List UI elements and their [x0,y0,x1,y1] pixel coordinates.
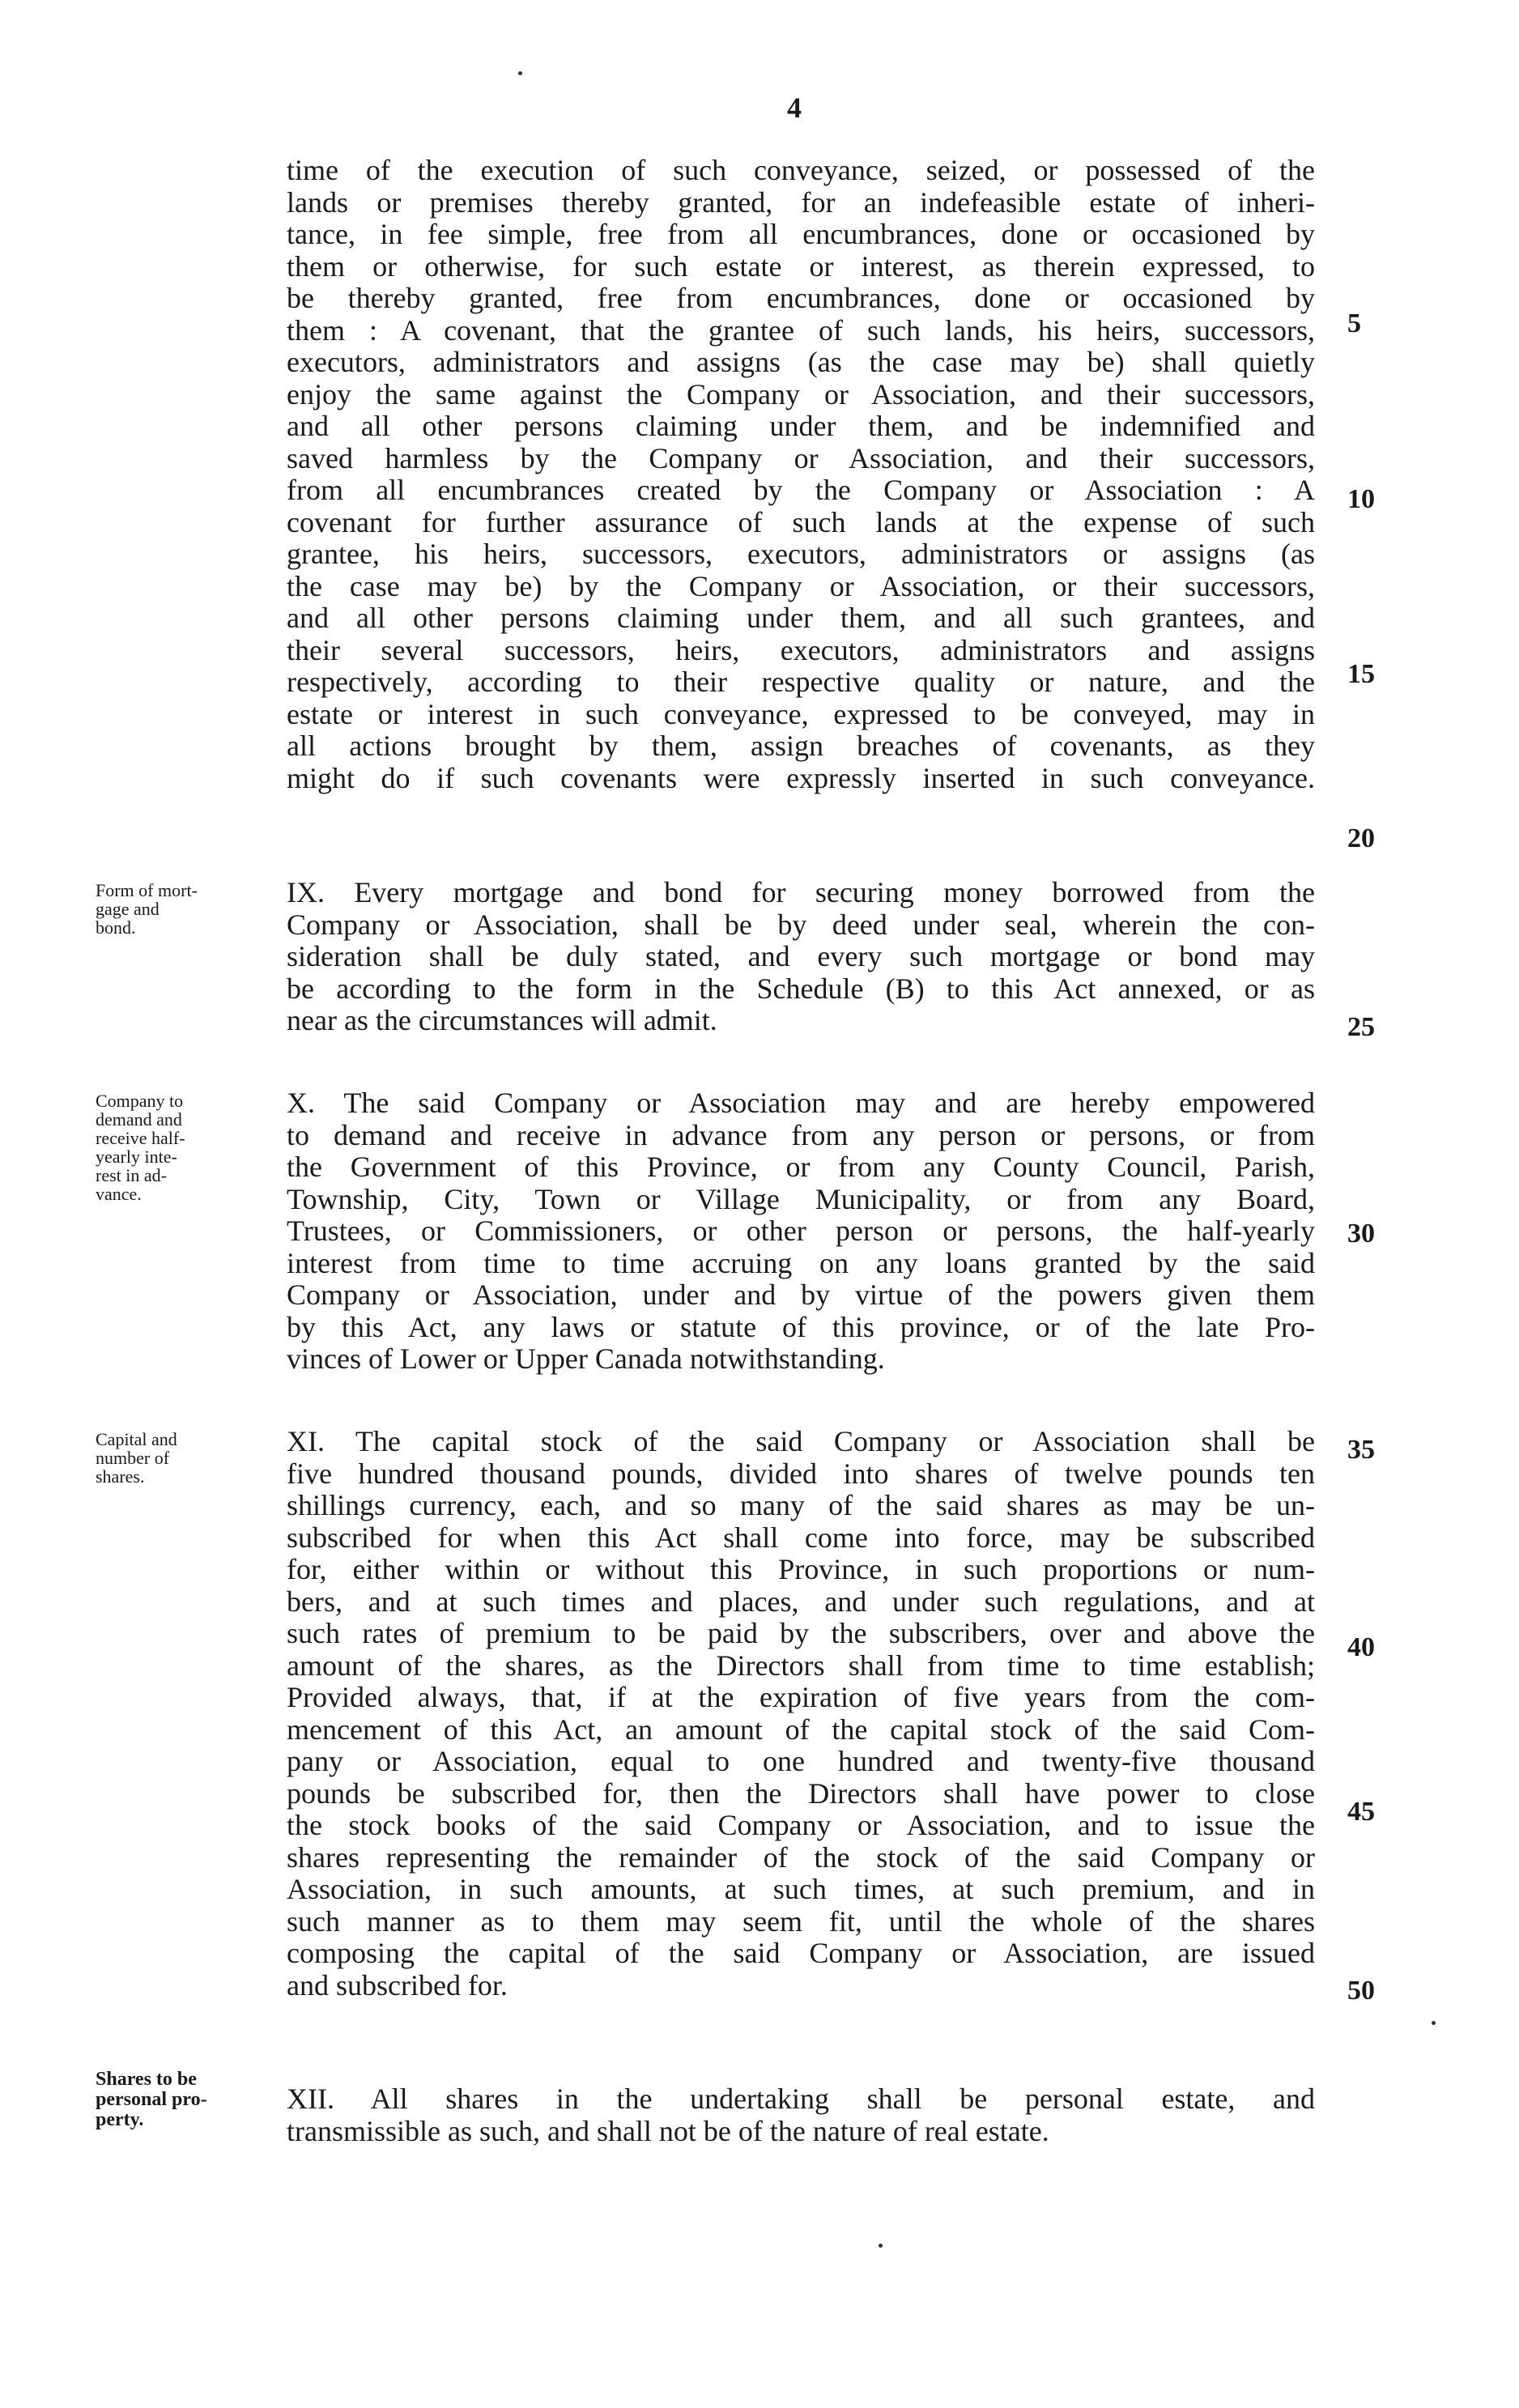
text-line: amount of the shares, as the Directors shall from time to time establish; [287,1649,1315,1682]
text-line: composing the capital of the said Company or Association, are issued [287,1937,1315,1969]
text-line: the stock books of the said Company or Association, and to issue the [287,1809,1315,1841]
line-number: 25 [1347,1012,1375,1042]
ink-speck [879,2244,883,2248]
text-line: executors, administrators and assigns (as the case may be) shall quietly [287,346,1315,378]
text-line: and all other persons claiming under them, and all such grantees, and [287,602,1315,634]
text-line: might do if such covenants were expressly inserted in such conveyance. [287,761,1315,794]
text-line: IX. Every mortgage and bond for securing money borrowed from the [287,876,1315,908]
margin-note-mortgage-bond [96,881,257,937]
ink-speck [1432,2021,1436,2025]
text-line: pany or Association, equal to one hundred and twenty-five thousand [287,1745,1315,1777]
margin-note-half-yearly-interest [96,1091,257,1203]
text-line: the Government of this Province, or from any County Council, Parish, [287,1151,1315,1183]
text-line: pounds be subscribed for, then the Directors shall have power to close [287,1776,1315,1810]
margin-note-line: personal pro- [96,2089,207,2110]
text-line: covenant for further assurance of such lands at the expense of such [287,505,1315,538]
text-line: shares representing the remainder of the stock of the said Company or [287,1840,1315,1874]
margin-note-personal-property [96,2070,257,2130]
text-line: mencement of this Act, an amount of the capital stock of the said Com- [287,1712,1315,1746]
line-number: 50 [1347,1976,1375,2006]
text-line: five hundred thousand pounds, divided into shares of twelve pounds ten [287,1457,1315,1490]
ink-speck [518,71,522,75]
line-number: 35 [1347,1435,1375,1465]
text-line: X. The said Company or Association may and are hereby empowered [287,1087,1315,1119]
text-line: near as the circumstances will admit. [287,1004,717,1036]
text-line: and all other persons claiming under them, and be indemnified and [287,410,1315,442]
text-line: tance, in fee simple, free from all encumbrances, done or occasioned by [287,218,1315,250]
line-number: 45 [1347,1797,1375,1827]
text-line: enjoy the same against the Company or Association, and their successors, [287,377,1315,411]
margin-note-capital-shares [96,1430,257,1486]
margin-note-line: Capital and [96,1429,177,1449]
line-number: 5 [1347,308,1361,338]
text-line: transmissible as such, and shall not be of the nature of real estate. [287,2114,1049,2147]
text-line: all actions brought by them, assign breaches of covenants, as they [287,730,1315,762]
text-line: vinces of Lower or Upper Canada notwithstanding. [287,1342,885,1375]
text-line: sideration shall be duly stated, and every such mortgage or bond may [287,940,1315,972]
text-line: respectively, according to their respective quality or nature, and the [287,666,1315,698]
text-line: the case may be) by the Company or Association, or their successors, [287,569,1315,602]
line-number: 30 [1347,1219,1375,1249]
text-line: estate or interest in such conveyance, expressed to be conveyed, may in [287,697,1315,730]
text-line: from all encumbrances created by the Company or Association : A [287,474,1315,506]
margin-note-line: shares. [96,1466,145,1487]
margin-note-line: number of [96,1448,170,1468]
text-line: interest from time to time accruing on any loans granted by the said [287,1246,1315,1279]
text-line: bers, and at such times and places, and under such regulations, and at [287,1585,1315,1618]
text-line: their several successors, heirs, executors, administrators and assigns [287,633,1315,666]
margin-note-line: bond. [96,917,136,938]
section-x-paragraph [287,1087,1315,1376]
text-line: Trustees, or Commissioners, or other person or persons, the half-yearly [287,1215,1315,1247]
margin-note-line: Form of mort- [96,880,198,900]
text-line: shillings currency, each, and so many of the said shares as may be un- [287,1489,1315,1521]
margin-note-line: rest in ad- [96,1165,167,1185]
margin-note-line: vance. [96,1184,142,1204]
section-xii-paragraph [287,2083,1315,2147]
text-line: grantee, his heirs, successors, executors, administrators or assigns (as [287,538,1315,570]
page-number: 4 [787,91,802,124]
text-line: Company or Association, shall be by deed under seal, wherein the con- [287,908,1315,941]
section-ix-paragraph [287,877,1315,1037]
text-line: time of the execution of such conveyance, seized, or possessed of the [287,154,1315,186]
text-line: saved harmless by the Company or Association, and their successors, [287,441,1315,474]
line-number: 20 [1347,823,1375,853]
line-number: 15 [1347,659,1375,689]
text-line: by this Act, any laws or statute of this province, or of the late Pro- [287,1310,1315,1343]
text-line: Provided always, that, if at the expiration of five years from the com- [287,1681,1315,1713]
text-line: Township, City, Town or Village Municipality, or from any Board, [287,1182,1315,1215]
text-line: be according to the form in the Schedule (B) to this Act annexed, or as [287,972,1315,1005]
text-line: such manner as to them may seem fit, until the whole of the shares [287,1904,1315,1938]
margin-note-line: Company to [96,1091,184,1111]
margin-note-line: Shares to be [96,2069,197,2090]
text-line: be thereby granted, free from encumbrances, done or occasioned by [287,282,1315,314]
text-line: subscribed for when this Act shall come into force, may be subscribed [287,1521,1315,1554]
section-xi-paragraph [287,1426,1315,2002]
margin-note-line: demand and [96,1109,182,1130]
line-number: 40 [1347,1632,1375,1662]
text-line: to demand and receive in advance from any person or persons, or from [287,1118,1315,1151]
text-line: XII. All shares in the undertaking shall be personal estate, and [287,2083,1315,2115]
text-line: XI. The capital stock of the said Company or Association shall be [287,1425,1315,1457]
text-line: them or otherwise, for such estate or interest, as therein expressed, to [287,249,1315,283]
text-line: lands or premises thereby granted, for an indefeasible estate of inheri- [287,185,1315,219]
text-line: such rates of premium to be paid by the subscribers, over and above the [287,1617,1315,1649]
text-line: and subscribed for. [287,1968,508,2002]
margin-note-line: perty. [96,2109,144,2130]
margin-note-line: yearly inte- [96,1147,177,1167]
paragraph-continuation [287,155,1315,794]
text-line: for, either within or without this Province, in such proportions or num- [287,1553,1315,1585]
text-line: them : A covenant, that the grantee of such lands, his heirs, successors, [287,313,1315,347]
margin-note-line: gage and [96,899,160,919]
margin-note-line: receive half- [96,1128,185,1148]
text-line: Association, in such amounts, at such times, at such premium, and in [287,1873,1315,1905]
text-line: Company or Association, under and by virtue of the powers given them [287,1278,1315,1311]
line-number: 10 [1347,484,1375,514]
